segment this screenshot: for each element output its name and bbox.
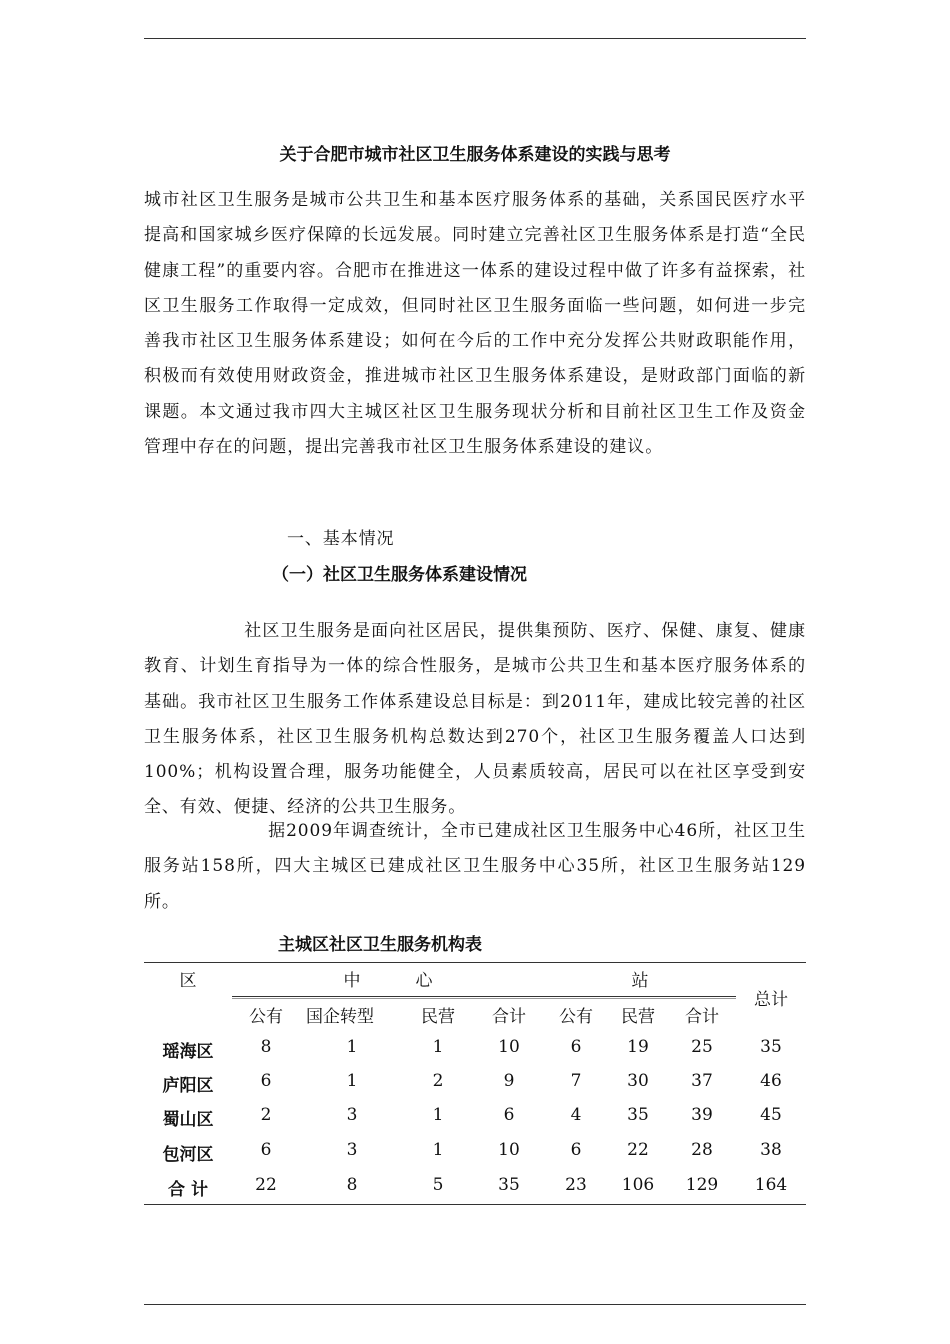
table-cell: 1 [432,1140,444,1160]
subheader-station-public: 公有 [559,1007,593,1027]
table-cell: 38 [760,1140,782,1160]
row-name-total: 合 计 [168,1180,208,1200]
row-name: 蜀山区 [162,1110,214,1130]
table-cell: 9 [503,1071,515,1091]
table-title: 主城区社区卫生服务机构表 [278,935,482,955]
table-cell: 45 [760,1105,782,1125]
intro-paragraph: 城市社区卫生服务是城市公共卫生和基本医疗服务体系的基础，关系国民医疗水平提高和国家城乡医疗保障的长远发展。同时建立完善社区卫生服务体系是打造“全民健康工程”的重要内容。合肥市在推进这一体系的建设过程中做了许多有益探索，社区卫生服务工作取得一定成效，但同时社区卫生服务面临一些问题，如何进一步完善我市社区卫生服务体系建设；如何在今后的工作中充分发挥公共财政职能作用，积极而有效使用财政资金，推进城市社区卫生服务体系建设，是财政部门面临的新课题。本文通过我市四大主城区社区卫生服务现状分析和目前社区卫生工作及资金管理中存在的问题，提出完善我市社区卫生服务体系建设的建议。 [144,190,806,458]
table-cell: 35 [498,1175,520,1195]
table-cell: 1 [432,1037,444,1057]
footer-rule [144,1304,806,1305]
table-cell: 129 [685,1175,719,1195]
table-cell: 6 [260,1071,272,1091]
paragraph-statistics [144,814,806,920]
table-cell: 2 [432,1071,444,1091]
paragraph-service-goal-text: 社区卫生服务是面向社区居民，提供集预防、医疗、保健、康复、健康教育、计划生育指导为一体的综合性服务，是城市公共卫生和基本医疗服务体系的基础。我市社区卫生服务工作体系建设总目标是：到2011年，建成比较完善的社区卫生服务体系，社区卫生服务机构总数达到270个，社区卫生服务覆盖人口达到100%；机构设置合理，服务功能健全，人员素质较高，居民可以在社区享受到安全、有效、便捷、经济的公共卫生服务。 [144,621,806,818]
table-cell: 25 [691,1037,713,1057]
row-name: 包河区 [162,1145,214,1165]
table-cell: 6 [570,1140,582,1160]
subheader-station-private: 民营 [621,1007,655,1027]
table-cell: 6 [570,1037,582,1057]
table-cell: 22 [255,1175,277,1195]
table-bottom-rule [144,1204,806,1205]
header-district: 区 [179,971,197,991]
table-cell: 35 [760,1037,782,1057]
table-cell: 8 [346,1175,358,1195]
subsection-heading: （一）社区卫生服务体系建设情况 [272,565,527,585]
paragraph-service-goal [144,614,806,826]
header-rule [144,38,806,39]
table-cell: 46 [760,1071,782,1091]
paragraph-statistics-text: 据2009年调查统计，全市已建成社区卫生服务中心46所，社区卫生服务站158所，四大主城区已建成社区卫生服务中心35所，社区卫生服务站129所。 [144,821,806,912]
table-cell: 6 [260,1140,272,1160]
row-name: 瑶海区 [162,1042,214,1062]
table-cell: 10 [498,1037,520,1057]
table-cell: 10 [498,1140,520,1160]
table-cell: 23 [565,1175,587,1195]
table-cell: 3 [346,1105,358,1125]
table-cell: 1 [432,1105,444,1125]
subheader-center-public: 公有 [249,1007,283,1027]
header-station: 站 [631,971,649,991]
table-cell: 28 [691,1140,713,1160]
table-cell: 5 [432,1175,444,1195]
table-cell: 37 [691,1071,713,1091]
header-center-a: 中 [343,971,361,991]
table-top-rule [144,962,806,963]
row-name: 庐阳区 [162,1076,214,1096]
table-cell: 3 [346,1140,358,1160]
document-title: 关于合肥市城市社区卫生服务体系建设的实践与思考 [279,145,671,165]
table-cell: 4 [570,1105,582,1125]
table-cell: 6 [503,1105,515,1125]
table-cell: 1 [346,1071,358,1091]
section-heading-basic: 一、基本情况 [287,529,395,549]
table-cell: 22 [627,1140,649,1160]
subheader-rule [232,996,736,997]
subheader-center-subtotal: 合计 [492,1007,526,1027]
table-cell: 35 [627,1105,649,1125]
table-cell: 164 [754,1175,788,1195]
header-center-b: 心 [415,971,433,991]
subheader-center-private: 民营 [421,1007,455,1027]
table-cell: 30 [627,1071,649,1091]
table-cell: 39 [691,1105,713,1125]
table-cell: 19 [627,1037,649,1057]
table-cell: 1 [346,1037,358,1057]
table-cell: 2 [260,1105,272,1125]
subheader-station-subtotal: 合计 [685,1007,719,1027]
table-cell: 7 [570,1071,582,1091]
header-total: 总计 [754,990,788,1010]
table-cell: 8 [260,1037,272,1057]
subheader-center-soe: 国企转型 [306,1007,374,1027]
subheader-rule-shadow [232,998,736,999]
table-cell: 106 [621,1175,655,1195]
